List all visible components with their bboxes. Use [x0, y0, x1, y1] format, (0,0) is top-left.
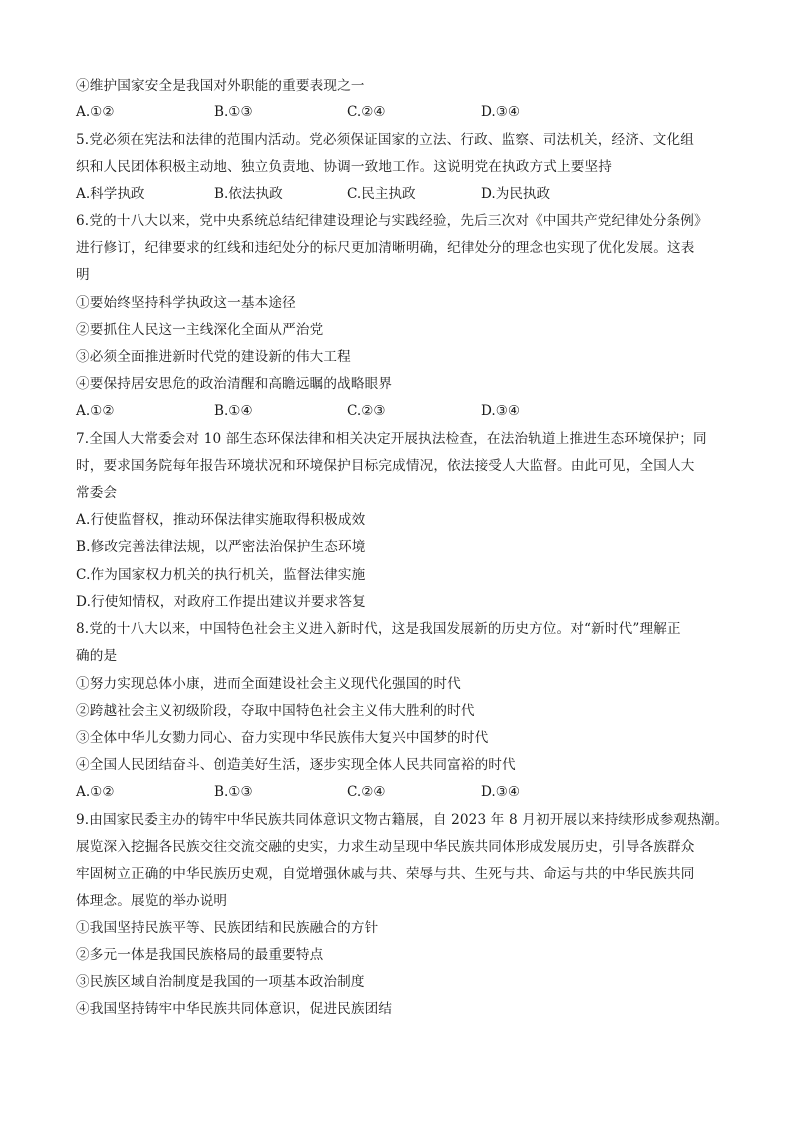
q9-item-2: ②多元一体是我国民族格局的最重要特点 [76, 947, 324, 963]
q8-option-d: D.③④ [481, 784, 521, 800]
q6-item-4: ④要保持居安思危的政治清醒和高瞻远瞩的战略眼界 [76, 376, 393, 392]
q6-item-2: ②要抓住人民这一主线深化全面从严治党 [76, 322, 324, 338]
q8-item-3: ③全体中华儿女勠力同心、奋力实现中华民族伟大复兴中国梦的时代 [76, 730, 489, 746]
q5-option-d: D.为民执政 [481, 186, 551, 202]
q7-option-b: B.修改完善法律法规，以严密法治保护生态环境 [76, 539, 366, 555]
q8-item-2: ②跨越社会主义初级阶段，夺取中国特色社会主义伟大胜利的时代 [76, 703, 475, 719]
q5-option-b: B.依法执政 [214, 186, 283, 202]
q9-item-3: ③民族区域自治制度是我国的一项基本政治制度 [76, 974, 365, 990]
q7-option-d: D.行使知情权，对政府工作提出建议并要求答复 [76, 594, 366, 610]
q7-option-a: A.行使监督权，推动环保法律实施取得积极成效 [76, 512, 366, 528]
q7-stem-line-1: 7.全国人大常委会对 10 部生态环保法律和相关决定开展执法检查，在法治轨道上推进生态环境保护；同 [76, 431, 707, 447]
q5-option-c: C.民主执政 [347, 186, 416, 202]
q9-stem-line-4: 体理念。展览的举办说明 [76, 893, 228, 909]
q4-option-c: C.②④ [347, 104, 386, 120]
q6-stem-line-2: 进行修订，纪律要求的红线和违纪处分的标尺更加清晰明确，纪律处分的理念也实现了优化发展。这表 [76, 240, 695, 256]
q6-option-d: D.③④ [481, 403, 521, 419]
q8-stem-line-2: 确的是 [76, 648, 118, 664]
q9-item-1: ①我国坚持民族平等、民族团结和民族融合的方针 [76, 920, 379, 936]
q4-option-a: A.①② [76, 104, 115, 120]
q7-stem-line-2: 时，要求国务院每年报告环境状况和环境保护目标完成情况，依法接受人大监督。由此可见，全国人大 [76, 458, 695, 474]
q9-stem-line-2: 展览深入挖掘各民族交往交流交融的史实，力求生动呈现中华民族共同体形成发展历史，引导各族群众 [76, 839, 695, 855]
q6-option-b: B.①④ [214, 403, 253, 419]
q6-option-a: A.①② [76, 403, 115, 419]
q5-stem-line-2: 织和人民团体积极主动地、独立负责地、协调一致地工作。这说明党在执政方式上要坚持 [76, 159, 613, 175]
q9-stem-line-3: 牢固树立正确的中华民族历史观，自觉增强休戚与共、荣辱与共、生死与共、命运与共的中华民族共同 [76, 866, 695, 882]
q7-option-c: C.作为国家权力机关的执行机关，监督法律实施 [76, 567, 366, 583]
q4-item-4: ④维护国家安全是我国对外职能的重要表现之一 [76, 78, 365, 94]
q8-option-c: C.②④ [347, 784, 386, 800]
q8-stem-line-1: 8.党的十八大以来，中国特色社会主义进入新时代，这是我国发展新的历史方位。对“新时代”理解正 [76, 621, 681, 637]
q8-option-b: B.①③ [214, 784, 253, 800]
q5-stem-line-1: 5.党必须在宪法和法律的范围内活动。党必须保证国家的立法、行政、监察、司法机关，经济、文化组 [76, 132, 694, 148]
q7-stem-line-3: 常委会 [76, 485, 118, 501]
q9-item-4: ④我国坚持铸牢中华民族共同体意识，促进民族团结 [76, 1001, 393, 1017]
q4-option-b: B.①③ [214, 104, 253, 120]
q6-stem-line-3: 明 [76, 267, 90, 283]
q8-item-1: ①努力实现总体小康，进而全面建设社会主义现代化强国的时代 [76, 676, 461, 692]
q9-stem-line-1: 9.由国家民委主办的铸牢中华民族共同体意识文物古籍展，自 2023 年 8 月初开展以来持续形成参观热潮。 [76, 812, 729, 828]
q6-item-3: ③必须全面推进新时代党的建设新的伟大工程 [76, 349, 351, 365]
q6-option-c: C.②③ [347, 403, 386, 419]
q8-item-4: ④全国人民团结奋斗、创造美好生活，逐步实现全体人民共同富裕的时代 [76, 757, 516, 773]
q8-option-a: A.①② [76, 784, 115, 800]
q4-option-d: D.③④ [481, 104, 521, 120]
q5-option-a: A.科学执政 [76, 186, 145, 202]
q6-stem-line-1: 6.党的十八大以来，党中央系统总结纪律建设理论与实践经验，先后三次对《中国共产党纪律处分条例》 [76, 213, 708, 229]
q6-item-1: ①要始终坚持科学执政这一基本途径 [76, 295, 296, 311]
